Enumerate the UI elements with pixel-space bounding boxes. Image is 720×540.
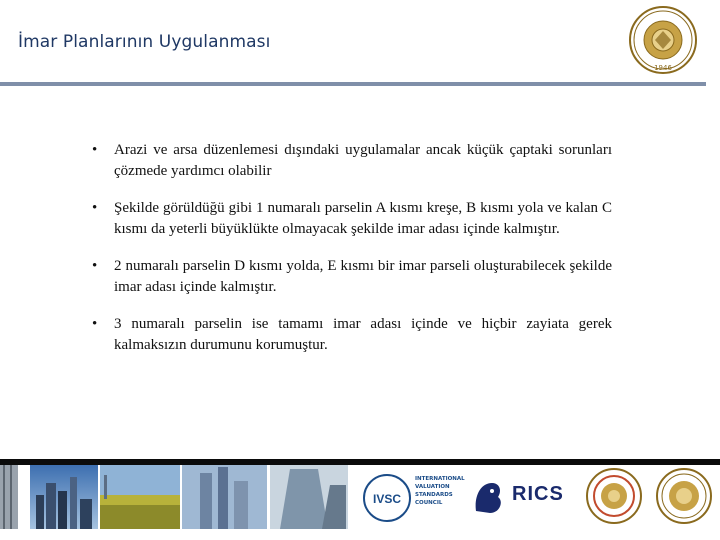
ivsc-line: COUNCIL [415,500,443,506]
bullet-marker: • [92,200,98,216]
rics-lion-icon [470,477,506,517]
ivsc-logo-icon [362,473,412,523]
bullet-marker: • [92,142,98,158]
university-seal-footer-icon [655,467,713,525]
ivsc-line: INTERNATIONAL [415,476,465,482]
rics-logo-text: RICS [512,483,564,505]
field-photo [100,465,180,529]
bullet-item [92,140,612,182]
bullet-list [92,140,612,372]
footer-banner [0,465,720,540]
glass-building-photo [270,465,348,529]
ivsc-line: VALUATION [415,484,450,490]
footer-photo-strip [0,465,18,529]
slide-title: İmar Planlarının Uygulanması [18,32,271,52]
bullet-text: Arazi ve arsa düzenlemesi dışındaki uygulamalar ancak küçük çaptaki sorunları çözmede yardımcı olabilir [114,142,612,179]
ivsc-logo-text: IVSC [372,492,402,506]
bullet-item [92,314,612,356]
bullet-text: 3 numaralı parselin ise tamamı imar adası içinde ve hiçbir zayiata gerek kalmaksızın durumunu korumuştur. [114,316,612,353]
seal-year: 1946 [654,64,672,72]
city-skyline-photo [30,465,98,529]
title-divider [0,82,706,86]
bullet-marker: • [92,316,98,332]
ivsc-caption [415,475,465,507]
bullet-item [92,256,612,298]
towers-photo [182,465,267,529]
university-seal-icon [628,4,698,76]
bullet-item [92,198,612,240]
bullet-text: Şekilde görüldüğü gibi 1 numaralı parselin A kısmı kreşe, B kısmı yola ve kalan C kısmı da yeterli büyüklükte olmayacak şekilde imar adası içinde kalmıştır. [114,200,612,237]
ivsc-line: STANDARDS [415,492,453,498]
bullet-marker: • [92,258,98,274]
bullet-text: 2 numaralı parselin D kısmı yolda, E kısmı bir imar parseli oluşturabilecek şekilde imar adası içinde kalmıştır. [114,258,612,295]
faculty-seal-icon [585,467,643,525]
